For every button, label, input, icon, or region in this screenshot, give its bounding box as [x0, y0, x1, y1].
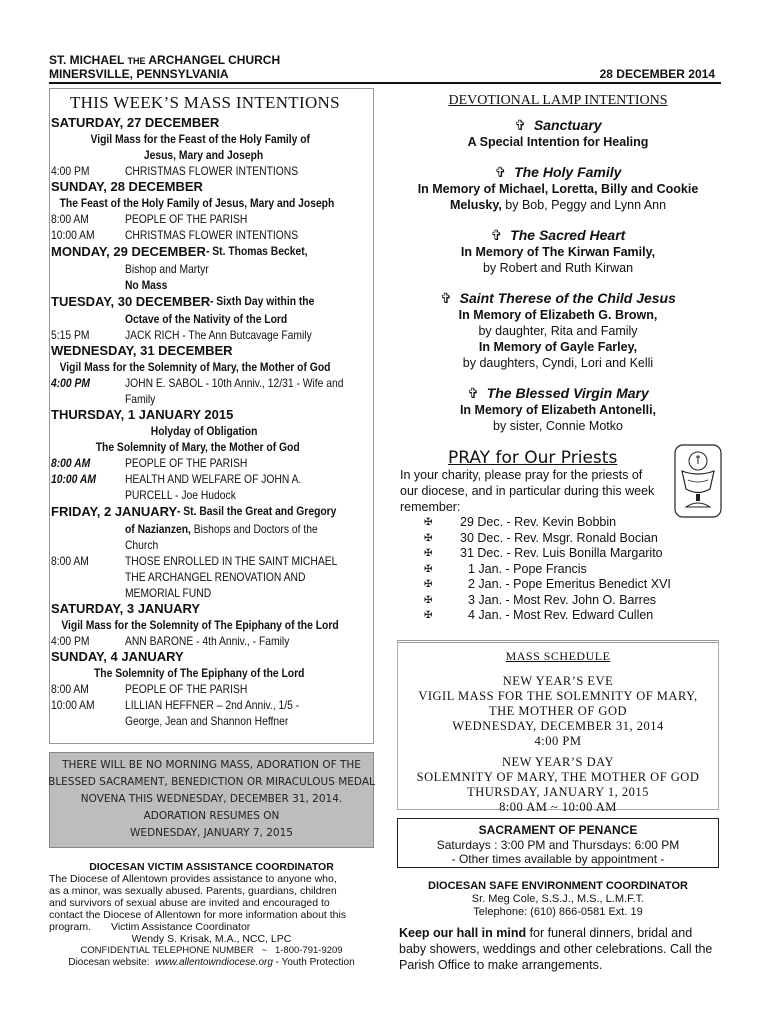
intention-continuation: George, Jean and Shannon Heffner — [124, 714, 289, 728]
feast-note: Jesus, Mary and Joseph — [143, 148, 264, 162]
bullet-icon: ✠ — [424, 610, 433, 621]
cross-icon: ✞ — [514, 118, 527, 134]
bullet-icon: ✠ — [424, 532, 433, 544]
safe-environment-section — [397, 880, 719, 919]
day-heading: FRIDAY, 2 JANUARY- St. Basil the Great and Gregory — [51, 504, 337, 519]
diocesan-website: Diocesan website: www.allentowndiocese.org - Youth Protection — [68, 957, 355, 968]
victim-assistance-section — [49, 861, 374, 969]
safe-env-phone: Telephone: (610) 866-0581 Ext. 19 — [473, 906, 643, 918]
schedule-line: NEW YEAR’S DAY — [501, 755, 615, 769]
priest-list — [424, 515, 724, 624]
lamp-text: by sister, Connie Motko — [493, 419, 623, 433]
feast-note: Octave of the Nativity of the Lord — [124, 312, 288, 326]
lamp-intentions-title: DEVOTIONAL LAMP INTENTIONS — [448, 93, 668, 108]
hall-rental-note: Keep our hall in mind for funeral dinners, bridal and baby showers, weddings and other celebrations. Call the Parish Office to make arrangements. — [399, 926, 713, 972]
lamp-text: Melusky, by Bob, Peggy and Lynn Ann — [449, 198, 667, 212]
intention-continuation: THE ARCHANGEL RENOVATION AND — [124, 570, 306, 584]
intention-row: 10:00 AM CHRISTMAS FLOWER INTENTIONS — [51, 228, 299, 242]
feast-note: The Solemnity of The Epiphany of the Lord — [94, 666, 305, 680]
bullet-icon: ✠ — [424, 563, 433, 575]
feast-note: Bishop and Martyr — [124, 262, 209, 276]
priest-item: ✠ 1 Jan. - Pope Francis — [424, 561, 587, 576]
day-heading: THURSDAY, 1 JANUARY 2015 — [51, 407, 234, 422]
safe-env-title: DIOCESAN SAFE ENVIRONMENT COORDINATOR — [428, 880, 688, 892]
penance-times: Saturdays : 3:00 PM and Thursdays: 6:00 PM — [436, 837, 680, 852]
lamp-text: A Special Intention for Healing — [467, 135, 649, 149]
feast-note: of Nazianzen, Bishops and Doctors of the — [124, 522, 318, 536]
lamp-text: by daughters, Cyndi, Lori and Kelli — [462, 356, 654, 370]
victim-assistance-body: as a minor, was sexually abused. Parents, guardians, children — [49, 885, 337, 897]
intention-row: 8:00 AM PEOPLE OF THE PARISH — [51, 682, 248, 696]
day-heading: SATURDAY, 3 JANUARY — [51, 601, 201, 616]
feast-note: Vigil Mass for the Feast of the Holy Family of — [90, 132, 311, 146]
feast-note: Vigil Mass for the Solemnity of Mary, the Mother of God — [59, 360, 331, 374]
schedule-line: SOLEMNITY OF MARY, THE MOTHER OF GOD — [416, 770, 700, 784]
intention-row: 10:00 AM HEALTH AND WELFARE OF JOHN A. — [51, 472, 302, 486]
day-heading: TUESDAY, 30 DECEMBER- Sixth Day within the — [51, 294, 315, 309]
priest-item: ✠ 3 Jan. - Most Rev. John O. Barres — [424, 592, 657, 607]
lamp-text: by Robert and Ruth Kirwan — [482, 261, 634, 275]
priest-item: ✠ 29 Dec. - Rev. Kevin Bobbin — [424, 515, 617, 529]
intention-row: 5:15 PM JACK RICH - The Ann Butcavage Family — [51, 328, 312, 342]
day-heading: SUNDAY, 28 DECEMBER — [51, 179, 203, 194]
feast-note: Holyday of Obligation — [150, 424, 258, 438]
intro-line: remember: — [400, 500, 461, 514]
intention-continuation: Family — [124, 392, 156, 406]
victim-assistance-body: program. Victim Assistance Coordinator — [49, 921, 251, 933]
mass-schedule-box — [397, 640, 719, 814]
intention-row: 8:00 AM PEOPLE OF THE PARISH — [51, 456, 248, 470]
mass-schedule-title: MASS SCHEDULE — [505, 649, 611, 663]
penance-title: SACRAMENT OF PENANCE — [478, 823, 638, 837]
intention-continuation: MEMORIAL FUND — [124, 586, 212, 600]
priest-item: ✠ 30 Dec. - Rev. Msgr. Ronald Bocian — [424, 530, 658, 545]
schedule-line: 4:00 PM — [534, 734, 582, 748]
safe-env-contact: Sr. Meg Cole, S.S.J., M.S., L.M.F.T. — [471, 893, 645, 905]
feast-note: The Solemnity of Mary, the Mother of God — [95, 440, 300, 454]
lamp-text: In Memory of Michael, Loretta, Billy and Cookie — [417, 182, 699, 196]
feast-note: Church — [124, 538, 159, 552]
notice-line: THERE WILL BE NO MORNING MASS, ADORATION OF THE — [62, 759, 361, 771]
website-link[interactable]: www.allentowndiocese.org — [155, 957, 273, 968]
cross-icon: ✞ — [467, 386, 479, 402]
bullet-icon: ✠ — [424, 579, 433, 590]
intention-row: 4:00 PM ANN BARONE - 4th Anniv., - Family — [51, 634, 290, 648]
lamp-heading: ✞ Sanctuary — [514, 117, 602, 134]
no-morning-mass-notice — [49, 752, 374, 848]
church-name: ST. MICHAEL THE ARCHANGEL CHURCH — [49, 53, 281, 67]
confidential-phone: CONFIDENTIAL TELEPHONE NUMBER ~ 1-800-791-9209 — [80, 945, 343, 956]
lamp-text: In Memory of The Kirwan Family, — [460, 245, 656, 259]
intention-continuation: PURCELL - Joe Hudock — [124, 488, 236, 502]
pray-priests-title: PRAY for Our Priests — [448, 448, 618, 468]
priest-item: ✠ 31 Dec. - Rev. Luis Bonilla Margarito — [424, 546, 663, 560]
lamp-text: In Memory of Elizabeth Antonelli, — [459, 403, 657, 417]
header-rule — [49, 82, 721, 84]
intro-line: our diocese, and in particular during this week — [400, 484, 655, 498]
bulletin-date: 28 DECEMBER 2014 — [599, 67, 715, 81]
schedule-line: 8:00 AM ~ 10:00 AM — [499, 800, 617, 814]
victim-assistance-body: contact the Diocese of Allentown for more information about this — [49, 909, 347, 921]
lamp-text: In Memory of Gayle Farley, — [478, 340, 638, 354]
priest-item: ✠ 4 Jan. - Most Rev. Edward Cullen — [424, 608, 654, 622]
schedule-line: THURSDAY, JANUARY 1, 2015 — [467, 785, 649, 799]
lamp-text: In Memory of Elizabeth G. Brown, — [458, 308, 658, 322]
schedule-line: VIGIL MASS FOR THE SOLEMNITY OF MARY, — [418, 689, 698, 703]
priest-item: ✠ 2 Jan. - Pope Emeritus Benedict XVI — [424, 577, 671, 591]
victim-assistance-body: and survivors of sexual abuse are invited and encouraged to — [49, 897, 330, 909]
penance-note: - Other times available by appointment - — [451, 852, 665, 866]
cross-icon: ✞ — [490, 228, 503, 244]
victim-assistance-body: The Diocese of Allentown provides assistance to anyone who, — [49, 873, 337, 885]
intention-row: 8:00 AM PEOPLE OF THE PARISH — [51, 212, 248, 226]
church-location: MINERSVILLE, PENNSYLVANIA — [49, 67, 229, 81]
lamp-heading: ✞ The Sacred Heart — [490, 227, 626, 244]
intro-line: In your charity, please pray for the priests of — [400, 468, 643, 482]
schedule-line: WEDNESDAY, DECEMBER 31, 2014 — [452, 719, 664, 733]
intention-row: 4:00 PM CHRISTMAS FLOWER INTENTIONS — [51, 164, 299, 178]
lamp-text: by daughter, Rita and Family — [478, 324, 638, 338]
day-heading: WEDNESDAY, 31 DECEMBER — [51, 343, 233, 358]
notice-line: WEDNESDAY, JANUARY 7, 2015 — [130, 827, 293, 839]
intention-row: 8:00 AM THOSE ENROLLED IN THE SAINT MICHAEL — [51, 554, 338, 568]
coordinator-name: Wendy S. Krisak, M.A., NCC, LPC — [131, 933, 292, 945]
mass-intentions-list — [51, 115, 371, 729]
notice-line: ADORATION RESUMES ON — [143, 810, 280, 822]
pray-priests-intro — [400, 467, 690, 515]
intention-row: 4:00 PM JOHN E. SABOL - 10th Anniv., 12/31 - Wife and — [51, 376, 344, 390]
day-heading: SUNDAY, 4 JANUARY — [51, 649, 184, 664]
bullet-icon: ✠ — [424, 594, 433, 606]
feast-note: The Feast of the Holy Family of Jesus, Mary and Joseph — [59, 196, 335, 210]
lamp-heading: ✞ The Holy Family — [494, 164, 622, 181]
lamp-heading: ✞ Saint Therese of the Child Jesus — [440, 290, 676, 307]
day-heading: SATURDAY, 27 DECEMBER — [51, 115, 220, 130]
schedule-line: THE MOTHER OF GOD — [488, 704, 627, 718]
notice-line: BLESSED SACRAMENT, BENEDICTION OR MIRACULOUS MEDAL — [48, 776, 375, 788]
feast-note: Vigil Mass for the Solemnity of The Epiphany of the Lord — [61, 618, 339, 632]
cross-icon: ✞ — [440, 291, 452, 307]
no-mass-note: No Mass — [124, 278, 168, 292]
victim-assistance-title: DIOCESAN VICTIM ASSISTANCE COORDINATOR — [89, 861, 334, 873]
bullet-icon: ✠ — [424, 548, 433, 559]
day-heading: MONDAY, 29 DECEMBER- St. Thomas Becket, — [51, 244, 308, 259]
lamp-heading: ✞ The Blessed Virgin Mary — [467, 385, 649, 402]
bullet-icon: ✠ — [424, 517, 433, 528]
schedule-line: NEW YEAR’S EVE — [502, 674, 614, 688]
penance-box — [397, 818, 719, 868]
lamp-intentions-list — [396, 115, 720, 434]
cross-icon: ✞ — [494, 165, 507, 181]
intention-row: 10:00 AM LILLIAN HEFFNER – 2nd Anniv., 1/5 - — [51, 698, 300, 712]
notice-line: NOVENA THIS WEDNESDAY, DECEMBER 31, 2014. — [80, 793, 343, 805]
mass-intentions-title: THIS WEEK’S MASS INTENTIONS — [70, 93, 340, 112]
